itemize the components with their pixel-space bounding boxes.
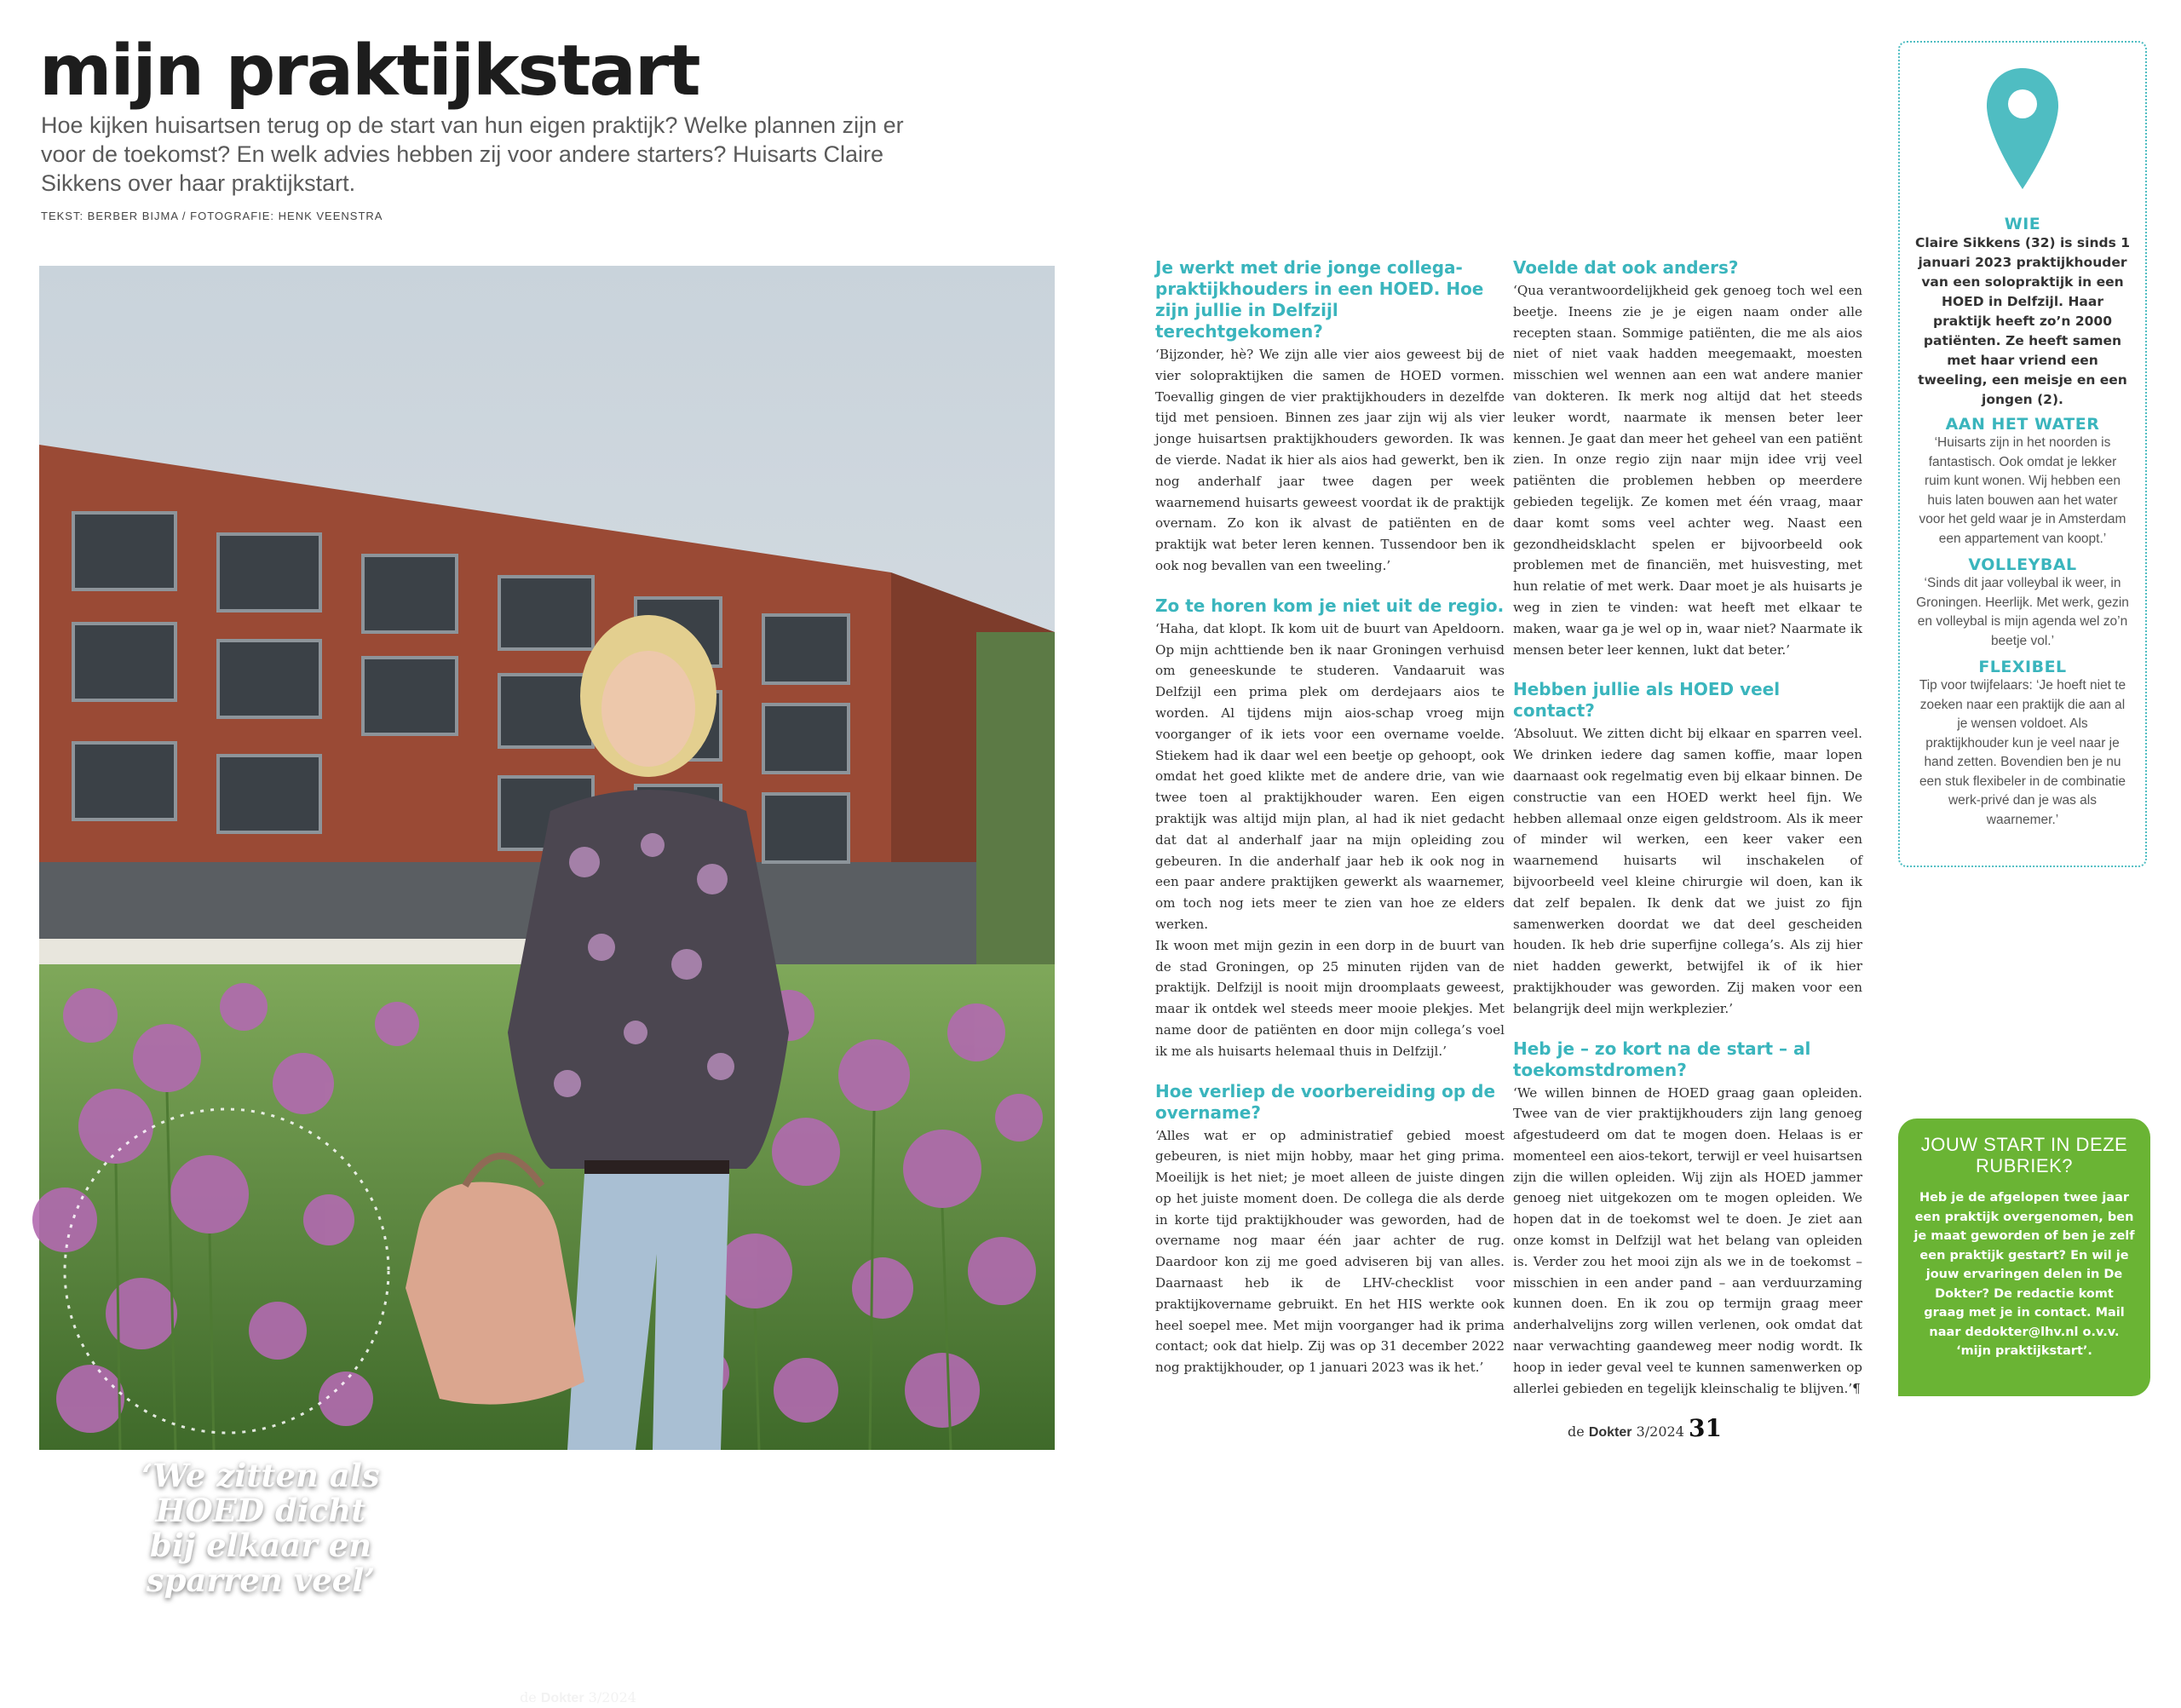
- answer-paragraph: ‘Absoluut. We zitten dicht bij elkaar en sparren veel. We drinken iedere dag samen koffie, maar lopen daarnaast ook regelmatig even bij elkaar binnen. De constructie van een HOED werkt heel fijn. We hebben allemaal onze eigen geldstroom. Als ik meer of minder wil werken, een keer vaker een waarnemend huisarts wil inschakelen of bijvoorbeeld veel kleine chirurgie wil doen, kan ik dat zelf bepalen. Ik denk dat we juist zo fijn samenwerken doordat we dat deel gescheiden houden. Ik heb drie superfijne collega’s. Als zij hier niet hadden gewerkt, betwijfel ik of ik hier praktijkhouder was geworden. Zij maken voor een belangrijk deel mijn werkplezier.’: [1513, 726, 1862, 1016]
- page-number-right: 31: [1688, 1414, 1722, 1442]
- folio-issue: 3/2024: [1636, 1423, 1684, 1440]
- photo-illustration: [39, 266, 1055, 1450]
- volleybal-text: ‘Sinds dit jaar volleybal ik weer, in Groningen. Heerlijk. Met werk, gezin en volleybal is mijn agenda wel zo’n beetje vol.’: [1916, 576, 2129, 648]
- answer-paragraph-continued: Ik woon met mijn gezin in een dorp in de buurt van de stad Groningen, op 25 minuten rijden van de praktijk. Delfzijl is nooit mijn droomplaats geweest, maar ik ontdek wel steeds meer mooie plekjes. Met name door de patiënten en door mijn collega’s voel ik me als huisarts helemaal thuis in Delfzijl.’: [1155, 937, 1505, 1059]
- folio-left: [482, 1680, 636, 1708]
- flexibel-text: Tip voor twijfelaars: ‘Je hoeft niet te zoeken naar een praktijk die aan al je wensen voldoet. Als praktijkhouder kun je veel naar je hand zetten. Bovendien ben je nu een stuk flexibeler in de combinatie werk-privé dan je was als waarnemer.’: [1919, 678, 2126, 827]
- portrait-photo: [39, 266, 1055, 1708]
- credit-line: TEKST: BERBER BIJMA / FOTOGRAFIE: HENK VEENSTRA: [41, 210, 383, 222]
- location-pin-icon: [1983, 65, 2062, 193]
- folio-prefix: de: [1568, 1423, 1585, 1440]
- question-heading: Hoe verliep de voorbereiding op de overname?: [1155, 1080, 1496, 1123]
- page-title: mijn praktijkstart: [39, 31, 699, 112]
- wie-heading: WIE: [2004, 215, 2041, 233]
- folio-right: [1568, 1414, 1722, 1442]
- cta-text: Heb je de afgelopen twee jaar een praktijk overgenomen, ben je maat geworden of ben je zelf een praktijk gestart? En wil je jouw ervaringen delen in De Dokter? De redactie komt graag met je in contact. Mail naar dedokter@lhv.nl o.v.v. ‘mijn praktijkstart’.: [1913, 1191, 2135, 1358]
- answer-paragraph: ‘Qua verantwoordelijkheid gek genoeg toch wel een beetje. Ineens zie je je eigen naam onder alle recepten staan. Sommige patiënten, die me als aios niet of niet vaak hadden meegemaakt, moesten misschien wel wennen aan een wat andere manier van dokteren. Ik merk nog altijd dat het steeds leuker wordt, naarmate ik mensen beter leer kennen. Je gaat dan meer het geheel van een patiënt zien. In onze regio zijn naar mijn idee vrij veel patiënten die problemen hebben op meerdere gebieden tegelijk. Ze komen met één vraag, maar daar komt soms veel achter weg. Naast een gezondheidsklacht spelen er bijvoorbeeld ook problemen met de financiën, met huisvesting, met hun relatie of met werk. Daar moet je als huisarts je weg in zien te vinden: wat heeft met elkaar te maken, waar ga je wel op in, waar niet? Naarmate ik mensen beter leer kennen, lukt dat beter.’: [1513, 283, 1862, 658]
- question-heading: Je werkt met drie jonge collega-praktijkhouders in een HOED. Hoe zijn jullie in Delfzijl terechtgekomen?: [1155, 257, 1484, 342]
- question-heading: Voelde dat ook anders?: [1513, 257, 1739, 278]
- flexibel-heading: FLEXIBEL: [1978, 658, 2067, 676]
- answer-paragraph: ‘Alles wat er op administratief gebied moest gebeuren, is niet mijn hobby, maar het ging prima. Moeilijk is het niet; je moet alleen de juiste dingen op het juiste moment doen. De collega die als derde in korte tijd praktijkhouder was geworden, had de overname nog maar één jaar achter de rug. Daardoor kon zij me goed adviseren bij van alles. Daarnaast heb ik de LHV-checklist voor praktijkovername gebruikt. En het HIS werkte ook heel soepel mee. Met mijn voorganger had ik prima contact; ook dat hielp. Zij was op 31 december 2022 nog praktijkhouder, op 1 januari 2023 was ik het.’: [1155, 1127, 1505, 1376]
- intro-text: Hoe kijken huisartsen terug op de start van hun eigen praktijk? Welke plannen zijn er voor de toekomst? En welk advies hebben zij voor andere starters? Huisarts Claire Sikkens over haar praktijkstart.: [41, 112, 904, 196]
- question-heading: Heb je – zo kort na de start – al toekomstdromen?: [1513, 1038, 1811, 1080]
- profile-info-box: [1898, 41, 2147, 867]
- folio-magazine: Dokter: [540, 1691, 584, 1705]
- article-column-2: [1513, 257, 1862, 1418]
- info-box-content: [1915, 215, 2130, 837]
- answer-paragraph: ‘We willen binnen de HOED graag gaan opleiden. Twee van de vier praktijkhouders zijn lang genoeg afgestudeerd om dat te mogen doen. Helaas is er momenteel een aios-tekort, terwijl er veel huisartsen zijn die willen opleiden. Wij zijn als HOED jammer genoeg niet uitgekozen om te mogen opleiden. We hopen dat in de toekomst wel te doen. Je ziet aan onze komst in Delfzijl wat het belang van opleiden is. Verder zou het mooi zijn als we in de toekomst – misschien in een ander pand – aan verduurzaming kunnen doen. En ik zou op termijn graag meer anderhalvelijns zorg willen verlenen, ook omdat dat naar verwachting gaandeweg meer nodig wordt. Ik hoop in ieder geval veel te kunnen samenwerken op allerlei gebieden en tegelijk kleinschalig te blijven.’¶: [1513, 1084, 1862, 1396]
- page-number-left: 30: [482, 1680, 515, 1708]
- cta-title: JOUW START IN DEZE RUBRIEK?: [1920, 1134, 2128, 1176]
- question-heading: Zo te horen kom je niet uit de regio.: [1155, 595, 1505, 616]
- answer-paragraph: ‘Bijzonder, hè? We zijn alle vier aios geweest bij de vier solopraktijken die samen de HOED vormen. Toevallig gingen de vier praktijkhouders in dezelfde tijd met pensioen. Binnen zes jaar zijn wij als vier jonge huisartsen praktijkhouders geworden. Ik was de vierde. Nadat ik hier als aios had gewerkt, ben ik nog anderhalf jaar twee dagen per week waarnemend huisarts geweest voordat ik de praktijk overnam. Zo kon ik alvast de patiënten en de praktijk wat beter leren kennen. Tussendoor ben ik ook nog bevallen van een tweeling.’: [1155, 347, 1505, 573]
- pull-quote: ‘We zitten als HOED dicht bij elkaar en sparren veel’: [141, 1457, 380, 1599]
- folio-magazine: Dokter: [1588, 1425, 1632, 1440]
- answer-paragraph: ‘Haha, dat klopt. Ik kom uit de buurt van Apeldoorn. Op mijn achttiende ben ik naar Groningen verhuisd om geneeskunde te studeren. Vandaaruit was Delfzijl een prima plek om derdejaars aios te worden. Al tijdens mijn aios-schap vroeg mijn voorganger of ik iets voor een overname voelde. Stiekem had ik daar wel een beetje op gehoopt, ook omdat het goed klikte met de andere drie, van wie twee toen al praktijkhouder waren. Een eigen praktijk was altijd mijn plan, al had ik niet gedacht dat dat al anderhalf jaar na mijn opleiding zou gebeuren. In die anderhalf jaar heb ik ook nog in een paar andere praktijken gewerkt als waarnemer, om toch nog iets meer te zien van hoe ze elders werken.: [1155, 620, 1505, 932]
- water-text: ‘Huisarts zijn in het noorden is fantastisch. Ook omdat je lekker ruim kunt wonen. Wij hebben een huis laten bouwen aan het water voor het geld waar je in Amsterdam een appartement van koopt.’: [1919, 435, 2126, 546]
- volleybal-heading: VOLLEYBAL: [1968, 555, 2077, 574]
- article-column-1: [1155, 257, 1505, 1397]
- folio-prefix: de: [520, 1689, 537, 1705]
- call-to-action-box: [1898, 1119, 2150, 1396]
- wie-text: Claire Sikkens (32) is sinds 1 januari 2023 praktijkhouder van een solopraktijk in een HOED in Delfzijl. Haar praktijk heeft zo’n 2000 patiënten. Ze heeft samen met haar vriend een tweeling, een meisje en een jongen (2).: [1915, 235, 2131, 407]
- question-heading: Hebben jullie als HOED veel contact?: [1513, 679, 1781, 722]
- folio-issue: 3/2024: [588, 1689, 636, 1705]
- water-heading: AAN HET WATER: [1945, 415, 2100, 434]
